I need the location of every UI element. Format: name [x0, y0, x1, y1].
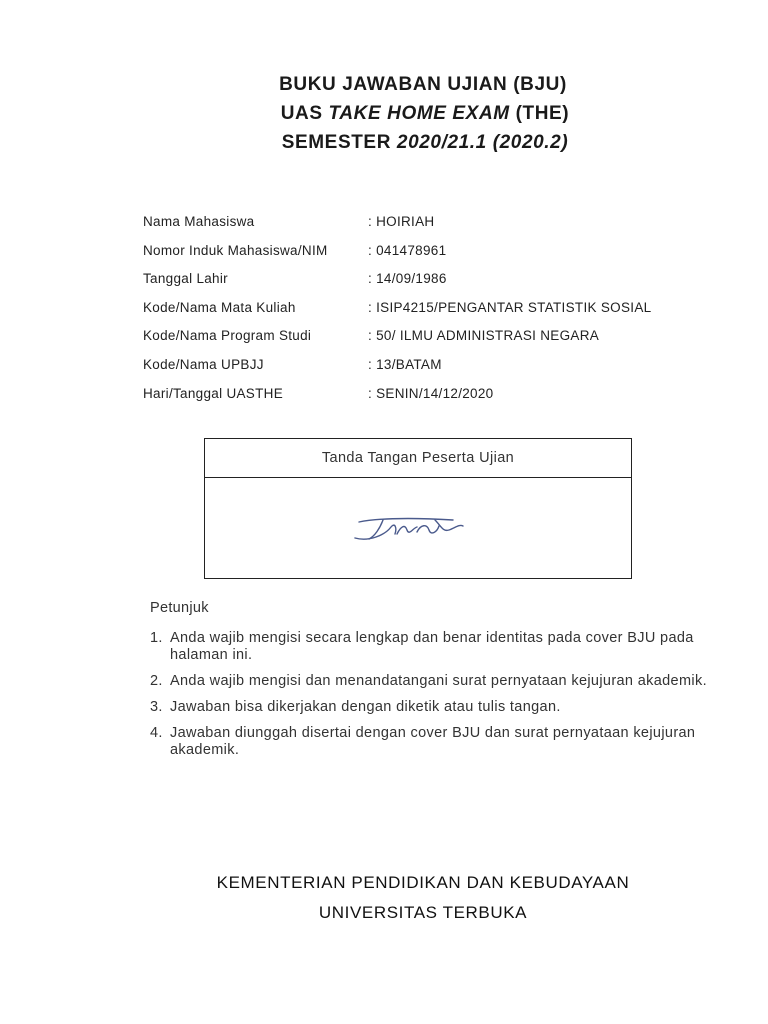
instruction-number: 2.: [150, 673, 163, 689]
title-line-3: [0, 128, 768, 157]
instruction-text: Jawaban bisa dikerjakan dengan diketik atau tulis tangan.: [170, 699, 561, 715]
identity-value: : HOIRIAH: [368, 214, 435, 229]
identity-label: Nama Mahasiswa: [143, 214, 255, 229]
instruction-item: [150, 673, 710, 690]
identity-value: : 13/BATAM: [368, 356, 442, 372]
identity-label: Kode/Nama UPBJJ: [143, 356, 264, 372]
identity-value: : 50/ ILMU ADMINISTRASI NEGARA: [368, 328, 600, 344]
instruction-item: [150, 725, 710, 759]
university-name: UNIVERSITAS TERBUKA: [318, 903, 528, 922]
identity-value: : 041478961: [368, 242, 447, 258]
instructions-list: [150, 630, 710, 768]
identity-value: : SENIN/14/12/2020: [368, 385, 494, 401]
ministry-name: KEMENTERIAN PENDIDIKAN DAN KEBUDAYAAN: [216, 873, 630, 892]
instruction-text: Jawaban diunggah disertai dengan cover BJU dan surat pernyataan kejujuran akademik.: [170, 725, 696, 758]
identity-label: Kode/Nama Program Studi: [143, 328, 312, 344]
instruction-number: 3.: [150, 699, 163, 715]
signature-area: [205, 478, 631, 578]
instruction-number: 1.: [150, 630, 163, 646]
title-line-2-suffix: (THE): [509, 103, 570, 124]
identity-label: Kode/Nama Mata Kuliah: [143, 299, 296, 315]
signature-box-title: Tanda Tangan Peserta Ujian: [205, 439, 631, 478]
instructions-title: Petunjuk: [150, 600, 209, 616]
title-line-1: BUKU JAWABAN UJIAN (BJU): [279, 74, 567, 95]
title-line-2-italic: TAKE HOME EXAM: [328, 103, 510, 124]
identity-value: : ISIP4215/PENGANTAR STATISTIK SOSIAL: [368, 299, 652, 315]
instruction-item: [150, 699, 710, 716]
instruction-number: 4.: [150, 725, 163, 741]
title-line-3-italic: 2020/21.1 (2020.2): [396, 132, 569, 153]
instruction-item: [150, 630, 710, 664]
title-line-2-prefix: UAS: [280, 103, 329, 124]
title-line-3-prefix: SEMESTER: [281, 132, 397, 153]
title-line-2: [0, 99, 768, 128]
document-title: [0, 70, 768, 157]
identity-label: Tanggal Lahir: [143, 271, 228, 287]
instruction-text: Anda wajib mengisi secara lengkap dan benar identitas pada cover BJU pada halaman ini.: [170, 630, 694, 663]
institution-footer: [0, 868, 768, 928]
identity-label: Nomor Induk Mahasiswa/NIM: [143, 242, 328, 258]
identity-value: : 14/09/1986: [368, 271, 447, 287]
instruction-text: Anda wajib mengisi dan menandatangani surat pernyataan kejujuran akademik.: [170, 673, 707, 689]
signature-box: [204, 438, 632, 579]
signature-image: [353, 510, 468, 550]
identity-label: Hari/Tanggal UASTHE: [143, 385, 284, 401]
